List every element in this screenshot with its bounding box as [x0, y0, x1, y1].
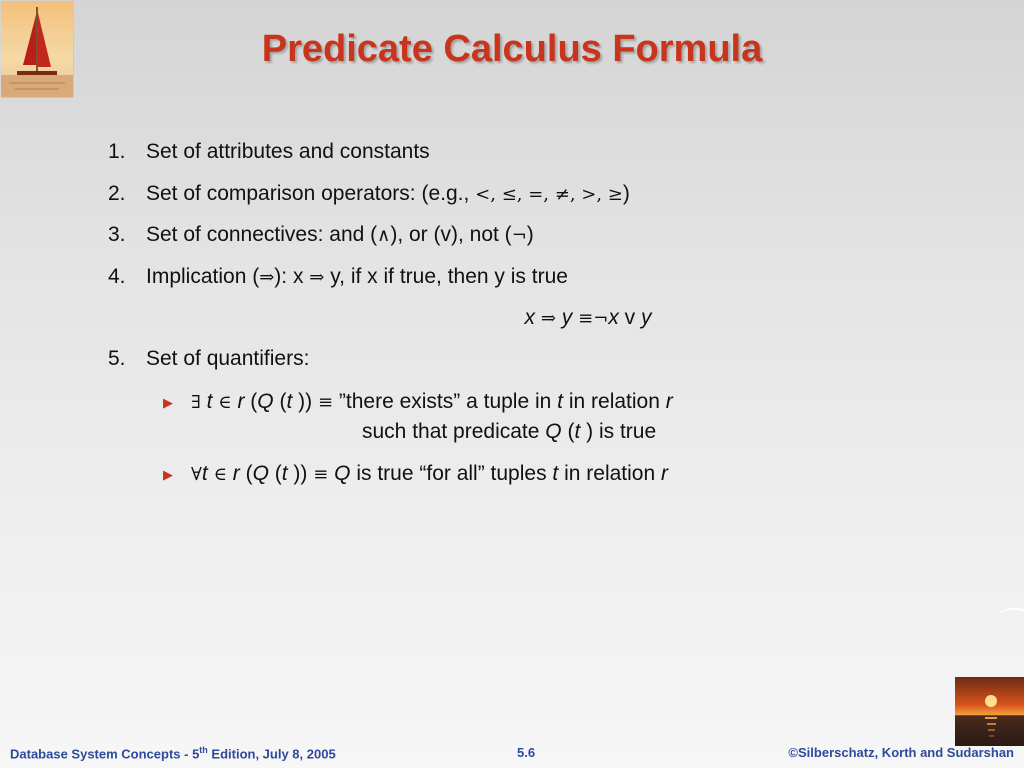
- quantifier-text: in relation: [563, 390, 666, 413]
- formula-var: t: [557, 390, 564, 413]
- item-number: 2.: [108, 182, 126, 205]
- equivalence-symbol: ≡: [317, 392, 334, 413]
- item-number: 3.: [108, 223, 126, 246]
- not-symbol: ¬: [511, 225, 527, 246]
- formula-var: r: [237, 390, 245, 413]
- item-text: Implication (: [146, 265, 260, 288]
- footer-book-title: [10, 745, 336, 761]
- formula-var: r: [661, 462, 668, 485]
- element-of-symbol: ∈: [213, 464, 227, 485]
- item-text: Set of comparison operators: (e.g.,: [146, 182, 476, 205]
- item-text: Set of attributes and constants: [146, 140, 430, 163]
- sub-list-item: ▶ ∀t ∈ r (Q (t )) ≡ Q is true “for all” tuples t in relation r: [163, 460, 863, 490]
- equivalence-symbol: ≡: [313, 464, 329, 485]
- triangle-bullet-icon: ▶: [163, 467, 173, 482]
- exists-symbol: ∃: [191, 392, 201, 413]
- quantifier-text: is true “for all” tuples: [350, 462, 553, 485]
- equivalence-symbol: ≡: [578, 308, 594, 329]
- quantifier-text: ”there exists” a tuple in: [333, 390, 558, 413]
- list-item: [108, 345, 309, 373]
- formula-var: r: [232, 462, 240, 485]
- formula-var: t: [552, 462, 559, 485]
- footer-text: Edition, July 8, 2005: [207, 746, 336, 762]
- formula-var: Q: [334, 462, 351, 485]
- formula-var: t: [286, 390, 293, 413]
- formula-var: Q: [257, 390, 274, 413]
- not-symbol: ¬: [593, 308, 609, 329]
- triangle-bullet-icon: ▶: [163, 395, 173, 410]
- item-number: 4.: [108, 265, 126, 288]
- sub-list-item: ▶ ∃ t ∈ r (Q (t )) ≡ ”there exists” a tuple in t in relation r such that predicate Q (t ) is true: [163, 390, 673, 443]
- item-text: Set of connectives: and (: [146, 223, 378, 246]
- slide-title: Predicate Calculus Formula: [261, 28, 763, 70]
- formula-var: Q: [252, 462, 269, 485]
- list-item: [108, 138, 430, 166]
- footer-copyright: ©Silberschatz, Korth and Sudarshan: [788, 745, 1014, 760]
- item-text-end: ): [526, 223, 534, 246]
- formula-var: t: [281, 462, 288, 485]
- quantifier-text: in relation: [558, 462, 661, 485]
- item-text: Set of quantifiers:: [146, 347, 310, 370]
- formula-var: t: [201, 462, 208, 485]
- list-item: [108, 221, 534, 250]
- formula-var: r: [665, 390, 673, 413]
- list-item: [108, 263, 568, 292]
- and-symbol: ∧: [377, 225, 391, 246]
- item-text: ): x: [274, 265, 310, 288]
- implication-formula: [108, 304, 1024, 333]
- formula-var: t: [206, 390, 213, 413]
- implication-symbol: ⇒: [259, 267, 275, 288]
- formula-var: x: [524, 306, 535, 329]
- quantifier-text: such that predicate: [362, 420, 546, 443]
- formula-var: x: [608, 306, 619, 329]
- implication-symbol: ⇒: [540, 308, 556, 329]
- comparison-operators: <, ≤, =, ≠, >, ≥: [475, 184, 623, 205]
- formula-var: t: [574, 420, 581, 443]
- item-number: 1.: [108, 140, 126, 163]
- sunset-image: [955, 677, 1024, 746]
- footer-slide-number: 5.6: [517, 745, 536, 760]
- footer-superscript: th: [199, 745, 208, 755]
- or-symbol: v: [618, 306, 641, 329]
- implication-symbol: ⇒: [309, 267, 325, 288]
- forall-symbol: ∀: [191, 464, 202, 485]
- element-of-symbol: ∈: [218, 392, 232, 413]
- item-text-end: ): [622, 182, 630, 205]
- footer-text: Database System Concepts - 5: [10, 746, 200, 762]
- list-item: [108, 180, 630, 209]
- formula-var: y: [640, 306, 652, 329]
- item-text-end: y, if x if true, then y is true: [324, 265, 568, 288]
- formula-var: y: [561, 306, 573, 329]
- formula-var: Q: [545, 420, 562, 443]
- item-text: ), or (v), not (: [390, 223, 512, 246]
- item-number: 5.: [108, 347, 126, 370]
- swoosh-decoration: [998, 605, 1024, 615]
- quantifier-text: is true: [593, 420, 657, 443]
